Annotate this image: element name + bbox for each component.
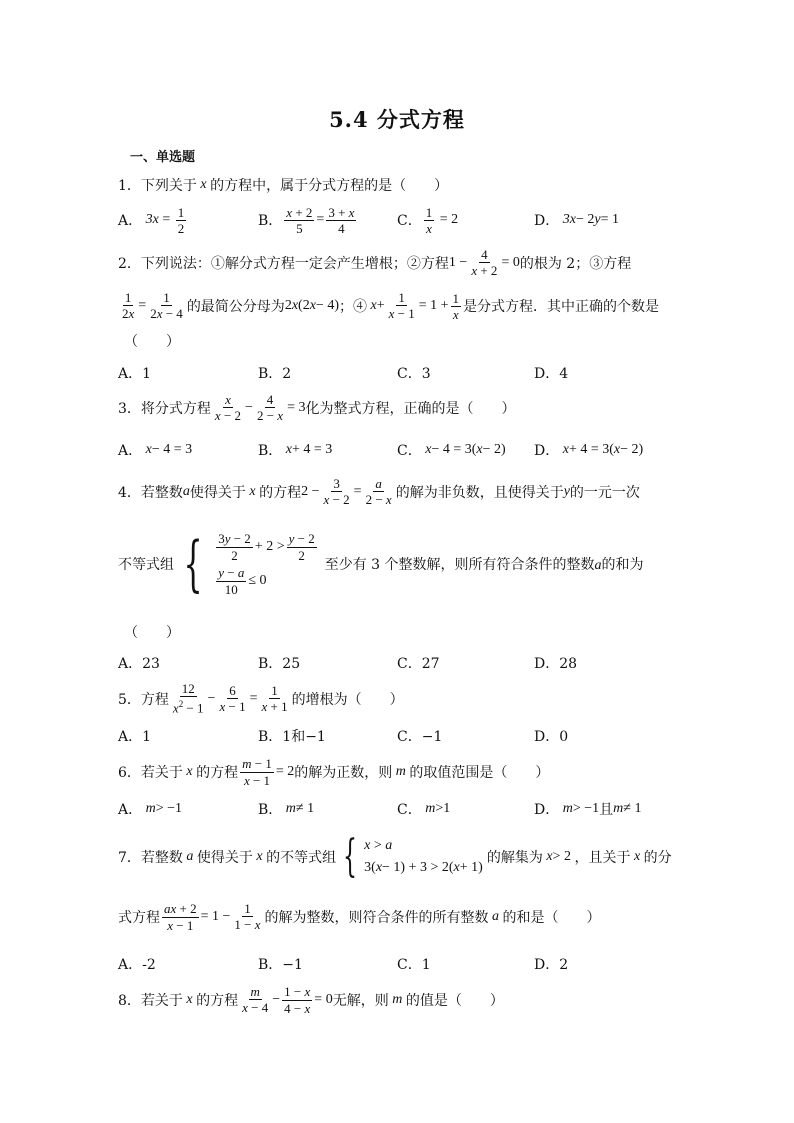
q5-option-c[interactable]: C．−1 bbox=[397, 729, 443, 745]
q2-option-d[interactable]: D．4 bbox=[534, 366, 569, 382]
q1-option-a[interactable]: A． 3x = $\frac{1}{2}$ bbox=[118, 204, 185, 236]
q1-option-d[interactable]: D． 3x − 2 y = 1 bbox=[534, 212, 619, 229]
question-1-options bbox=[118, 200, 678, 240]
q3-option-b[interactable]: B． x + 4 = 3 bbox=[258, 442, 333, 459]
question-4-options bbox=[118, 643, 678, 683]
question-7-stem-line-2: 式方程 $\frac{ax + 2}{x - 1}$ = 1 − $\frac{1}{1 - x}$ 的解为整数，则符合条件的所有整数 a 的和是（ ） bbox=[118, 900, 601, 933]
q1-option-b[interactable]: B． $\frac{x + 2}{5}$ = $\frac{3 + x}{4}$ bbox=[258, 204, 355, 236]
question-3-stem: 3．将分式方程 $\frac{x}{x - 2}$ − $\frac{4}{2 - x}$ = 3 化为整式方程，正确的是（ ） bbox=[118, 392, 516, 423]
q4-option-a[interactable]: A．23 bbox=[118, 656, 160, 672]
q6-option-c[interactable]: C． m >1 bbox=[397, 801, 451, 818]
question-2-stem-line-1: 2．下列说法：①解分式方程一定会产生增根；②方程 1 − $\frac{4}{x + 2}$ = 0 的根为 2；③方程 bbox=[118, 247, 632, 278]
q6-option-b[interactable]: B． m ≠ 1 bbox=[258, 801, 315, 818]
question-2-paren: （ ） bbox=[124, 334, 180, 350]
q6-option-a[interactable]: A． m > −1 bbox=[118, 801, 183, 818]
q6-option-d[interactable]: D． m > −1 且 m ≠ 1 bbox=[534, 801, 642, 818]
q1-option-c[interactable]: C． $\frac{1}{x}$ = 2 bbox=[397, 204, 459, 236]
q5-option-a[interactable]: A．1 bbox=[118, 729, 152, 745]
q2-option-c[interactable]: C．3 bbox=[397, 366, 431, 382]
question-4-paren: （ ） bbox=[124, 625, 180, 641]
q3-option-a[interactable]: A． x − 4 = 3 bbox=[118, 442, 193, 459]
question-7-options bbox=[118, 944, 678, 984]
question-8-stem: 8．若关于 x 的方程 $\frac{m}{x - 4}$ − $\frac{1 - x}{4 - x}$ = 0 无解，则 m 的值是（ ） bbox=[118, 983, 504, 1016]
question-5-options bbox=[118, 716, 678, 756]
q7-option-d[interactable]: D．2 bbox=[534, 957, 569, 973]
question-3-options bbox=[118, 430, 678, 470]
q4-sys-prefix: 不等式组 bbox=[118, 557, 174, 573]
q7-option-a[interactable]: A．-2 bbox=[118, 957, 156, 973]
question-5-stem: 5．方程 $\frac{12}{x^2 - 1}$ − $\frac{6}{x - 1}$ = $\frac{1}{x + 1}$ 的增根为（ ） bbox=[118, 681, 404, 716]
q4-option-d[interactable]: D．28 bbox=[534, 656, 578, 672]
question-2-stem-line-2: $\frac{1}{2x}$ = $\frac{1}{2x - 4}$ 的最简公分母为 2 x (2 x − 4) ；④ x + $\frac{1}{x - 1}$ = 1 + $\frac{1}{x}$ 是分式方程．其中正确的个数是 bbox=[122, 290, 660, 322]
page-title: 5.4 分式方程 bbox=[329, 107, 465, 132]
brace-icon: { bbox=[183, 529, 203, 599]
question-1-stem: 1．下列关于 x 的方程中，属于分式方程的是（ ） bbox=[118, 177, 449, 194]
section-heading: 一、单选题 bbox=[130, 150, 196, 165]
q4-sys-suffix: 至少有 3 个整数解，则所有符合条件的整数a的和为 bbox=[324, 557, 644, 573]
q2-option-b[interactable]: B．2 bbox=[258, 366, 292, 382]
q7-option-c[interactable]: C．1 bbox=[397, 957, 431, 973]
q4-option-b[interactable]: B．25 bbox=[258, 656, 301, 672]
q3-option-d[interactable]: D． x + 4 = 3( x − 2) bbox=[534, 442, 644, 459]
q2-option-a[interactable]: A．1 bbox=[118, 366, 152, 382]
q7-option-b[interactable]: B．−1 bbox=[258, 957, 303, 973]
question-4-inequality-system: 不等式组 { $\frac{3y - 2}{2}$ + 2 > $\frac{y - 2}{2}$ $\frac{y - a}{10}$ ≤ 0 至少有 3 个整数解，则所有符合条件的整数a的和为 bbox=[118, 529, 644, 599]
question-2-options bbox=[118, 353, 678, 393]
brace-icon: { bbox=[343, 831, 358, 882]
question-6-stem: 6．若关于 x 的方程 $\frac{m - 1}{x - 1}$ = 2 的解为正数，则 m 的取值范围是（ ） bbox=[118, 755, 550, 788]
question-4-stem: 4．若整数 a 使得关于 x 的方程 2 − $\frac{3}{x - 2}$ = $\frac{a}{2 - x}$ 的解为非负数，且使得关于 y 的一元一次 bbox=[118, 476, 640, 507]
q5-option-b[interactable]: B．1和−1 bbox=[258, 729, 326, 745]
q4-option-c[interactable]: C．27 bbox=[397, 656, 440, 672]
question-6-options bbox=[118, 789, 678, 829]
question-7-stem-line-1: 7．若整数 a 使得关于 x 的不等式组 { x > a 3( x − 1) + 3 > 2( x + 1) 的解集为 x > 2 ，且关于 x 的分 bbox=[118, 831, 672, 882]
q3-option-c[interactable]: C． x − 4 = 3( x − 2) bbox=[397, 442, 506, 459]
q5-option-d[interactable]: D．0 bbox=[534, 729, 569, 745]
